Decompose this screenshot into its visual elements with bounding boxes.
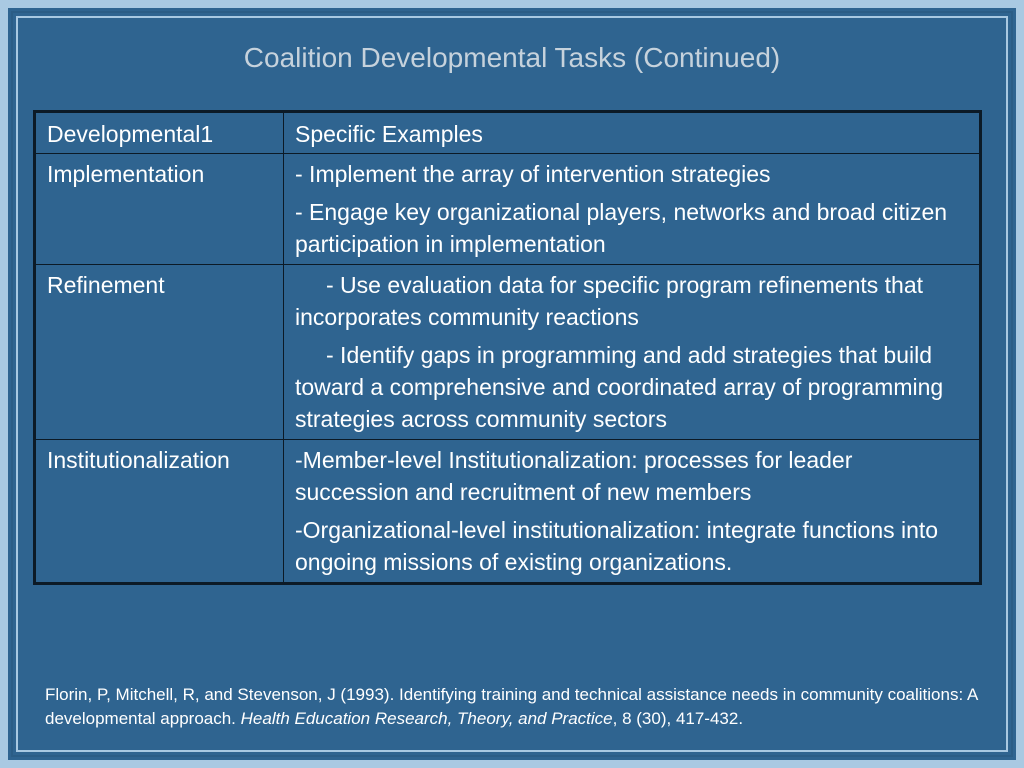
stage-cell: Refinement <box>35 265 284 440</box>
examples-cell <box>284 265 981 440</box>
developmental-tasks-table <box>33 110 982 585</box>
citation-text: Florin, P, Mitchell, R, and Stevenson, J (1993). Identifying training and technical assistance needs in community coalitions: A developmental approach. <box>45 685 978 728</box>
table-row <box>35 440 981 584</box>
example-item: - Identify gaps in programming and add strategies that build toward a comprehensive and coordinated array of programming strategies across community sectors <box>295 342 944 432</box>
example-item: - Engage key organizational players, networks and broad citizen participation in implementation <box>295 199 948 257</box>
stage-cell: Institutionalization <box>35 440 284 584</box>
citation <box>45 683 985 731</box>
table-row <box>35 265 981 440</box>
citation-journal: Health Education Research, Theory, and Practice <box>240 709 613 728</box>
header-developmental: Developmental1 <box>35 112 284 154</box>
examples-cell <box>284 440 981 584</box>
slide-title: Coalition Developmental Tasks (Continued) <box>243 42 781 73</box>
stage-cell: Implementation <box>35 154 284 265</box>
example-item: -Organizational-level institutionalization: integrate functions into ongoing missions of existing organizations. <box>295 517 939 575</box>
table-header-row <box>35 112 981 154</box>
citation-tail: , 8 (30), 417-432. <box>612 709 744 728</box>
examples-cell <box>284 154 981 265</box>
table-row <box>35 154 981 265</box>
header-specific-examples: Specific Examples <box>284 112 981 154</box>
example-item: - Implement the array of intervention strategies <box>295 161 771 187</box>
example-item: - Use evaluation data for specific program refinements that incorporates community reactions <box>295 272 924 330</box>
example-item: -Member-level Institutionalization: processes for leader succession and recruitment of new members <box>295 447 853 505</box>
